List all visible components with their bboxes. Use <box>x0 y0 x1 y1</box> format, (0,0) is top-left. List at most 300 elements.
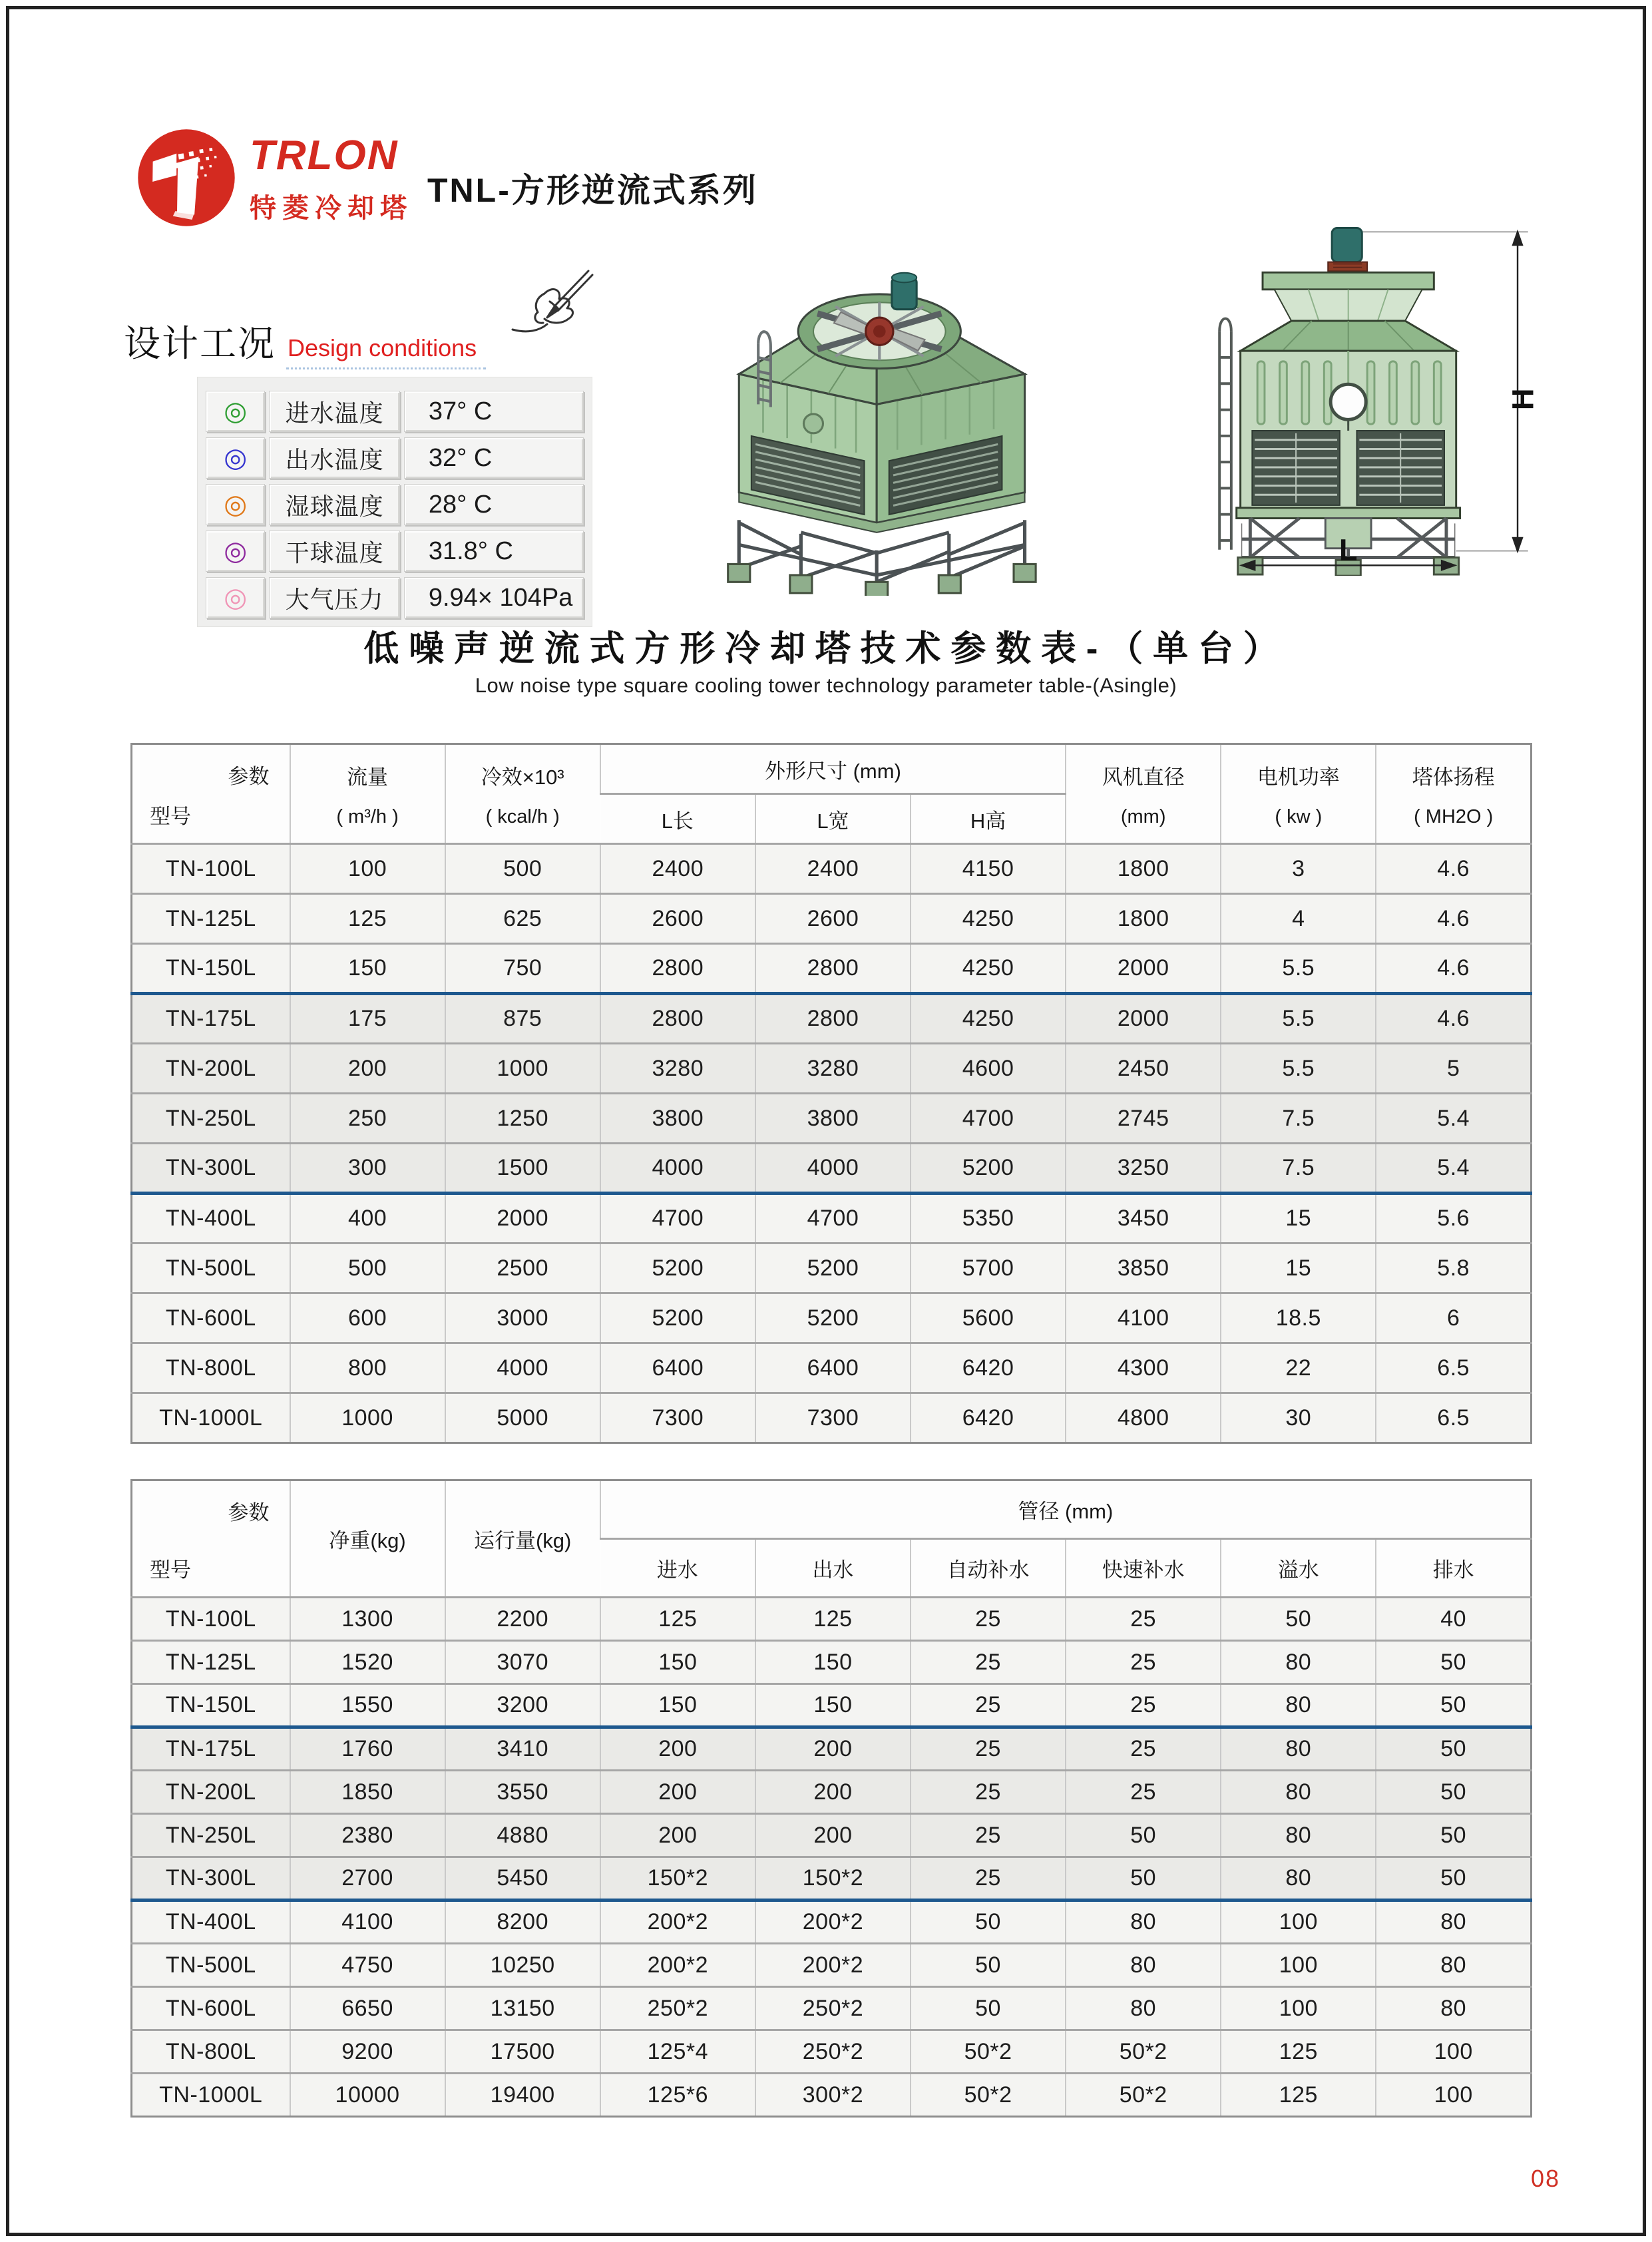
value-cell: 80 <box>1376 1901 1531 1944</box>
value-cell: 3800 <box>755 1094 911 1144</box>
value-cell: 50 <box>1066 1857 1221 1901</box>
value-cell: 50 <box>911 1987 1066 2030</box>
value-cell: 2500 <box>445 1243 600 1293</box>
value-cell: 10000 <box>290 2074 445 2117</box>
value-cell: 5.5 <box>1221 944 1376 994</box>
value-cell: 1520 <box>290 1641 445 1684</box>
corner-label-parameter: 参数 <box>228 765 270 788</box>
model-cell: TN-800L <box>165 2038 256 2064</box>
model-cell: TN-400L <box>165 1909 256 1934</box>
value-cell: 2700 <box>290 1857 445 1901</box>
value-cell: 4600 <box>911 1044 1066 1094</box>
value-cell: 5.5 <box>1221 1044 1376 1094</box>
value-cell: 1800 <box>1066 894 1221 944</box>
value-cell: 4100 <box>290 1901 445 1944</box>
value-cell: 200*2 <box>600 1901 755 1944</box>
model-cell: TN-250L <box>165 1822 256 1848</box>
model-cell: TN-175L <box>165 1736 256 1761</box>
value-cell: 6650 <box>290 1987 445 2030</box>
value-cell: 50 <box>1066 1814 1221 1857</box>
value-cell: 25 <box>1066 1771 1221 1814</box>
value-cell: 300 <box>290 1144 445 1194</box>
value-cell: 50*2 <box>911 2074 1066 2117</box>
value-cell: 3280 <box>755 1044 911 1094</box>
table-row <box>132 2030 1532 2074</box>
value-cell: 5200 <box>600 1243 755 1293</box>
table-row <box>132 1094 1532 1144</box>
value-cell: 10250 <box>445 1944 600 1987</box>
table-row <box>132 1044 1532 1094</box>
value-cell: 4.6 <box>1376 994 1531 1044</box>
header-pipe-diameter: 管径 (mm) <box>600 1480 1532 1539</box>
value-cell: 4.6 <box>1376 944 1531 994</box>
value-cell: 19400 <box>445 2074 600 2117</box>
value-cell: 3000 <box>445 1293 600 1343</box>
condition-icon-box <box>206 484 265 525</box>
value-cell: 100 <box>290 844 445 894</box>
condition-value: 32° C <box>404 437 584 479</box>
value-cell: 80 <box>1221 1857 1376 1901</box>
value-cell: 800 <box>290 1343 445 1393</box>
value-cell: 4250 <box>911 994 1066 1044</box>
value-cell: 5200 <box>755 1243 911 1293</box>
value-cell: 5350 <box>911 1194 1066 1243</box>
condition-icon-box <box>206 531 265 572</box>
design-condition-row <box>206 484 584 525</box>
corner-label-model: 型号 <box>150 805 191 828</box>
value-cell: 50 <box>1376 1857 1531 1901</box>
length-dimension-label: L <box>1339 533 1358 567</box>
cooling-tower-front-illustration <box>1159 210 1549 576</box>
value-cell: 50 <box>1376 1727 1531 1771</box>
value-cell: 175 <box>290 994 445 1044</box>
design-conditions-title-en: Design conditions <box>286 334 486 369</box>
value-cell: 25 <box>911 1727 1066 1771</box>
value-cell: 150 <box>755 1641 911 1684</box>
value-cell: 25 <box>911 1641 1066 1684</box>
value-cell: 4000 <box>445 1343 600 1393</box>
value-cell: 875 <box>445 994 600 1044</box>
header-flow: 流量 ( m³/h ) <box>290 744 445 844</box>
value-cell: 150 <box>600 1684 755 1727</box>
value-cell: 3280 <box>600 1044 755 1094</box>
value-cell: 6400 <box>600 1343 755 1393</box>
table-row <box>132 894 1532 944</box>
writing-hand-icon <box>494 261 600 341</box>
table-title-en: Low noise type square cooling tower technology parameter table-(Asingle) <box>475 674 1177 697</box>
value-cell: 3200 <box>445 1684 600 1727</box>
header-overflow: 溢水 <box>1221 1539 1376 1598</box>
value-cell: 3410 <box>445 1727 600 1771</box>
table-row <box>132 2074 1532 2117</box>
value-cell: 4800 <box>1066 1393 1221 1443</box>
value-cell: 150*2 <box>755 1857 911 1901</box>
value-cell: 150 <box>755 1684 911 1727</box>
value-cell: 2800 <box>755 994 911 1044</box>
value-cell: 2800 <box>600 944 755 994</box>
value-cell: 5.8 <box>1376 1243 1531 1293</box>
brand-name: TRLON <box>250 132 399 178</box>
value-cell: 25 <box>911 1857 1066 1901</box>
model-cell: TN-400L <box>165 1206 256 1231</box>
model-cell: TN-300L <box>165 1155 256 1180</box>
value-cell: 400 <box>290 1194 445 1243</box>
value-cell: 300*2 <box>755 2074 911 2117</box>
condition-label: 出水温度 <box>269 437 399 479</box>
model-cell: TN-500L <box>165 1255 256 1281</box>
value-cell: 80 <box>1376 1944 1531 1987</box>
value-cell: 200*2 <box>600 1944 755 1987</box>
value-cell: 4.6 <box>1376 894 1531 944</box>
value-cell: 250 <box>290 1094 445 1144</box>
value-cell: 7.5 <box>1221 1144 1376 1194</box>
table-row <box>132 1944 1532 1987</box>
design-condition-row <box>206 391 584 432</box>
model-cell: TN-600L <box>165 1305 256 1331</box>
value-cell: 2400 <box>600 844 755 894</box>
value-cell: 125*6 <box>600 2074 755 2117</box>
header-drain: 排水 <box>1376 1539 1531 1598</box>
design-condition-row <box>206 577 584 618</box>
value-cell: 5.5 <box>1221 994 1376 1044</box>
value-cell: 2380 <box>290 1814 445 1857</box>
header-net-weight: 净重(kg) <box>290 1480 445 1598</box>
height-dimension-label: H <box>1506 388 1540 411</box>
value-cell: 50 <box>1376 1684 1531 1727</box>
header-height: H高 <box>911 794 1066 844</box>
tech-parameter-table <box>130 743 1532 1444</box>
header-auto-makeup: 自动补水 <box>911 1539 1066 1598</box>
value-cell: 5000 <box>445 1393 600 1443</box>
value-cell: 250*2 <box>600 1987 755 2030</box>
value-cell: 100 <box>1376 2074 1531 2117</box>
value-cell: 1000 <box>290 1393 445 1443</box>
condition-value: 28° C <box>404 484 584 525</box>
model-cell: TN-1000L <box>159 2082 263 2108</box>
value-cell: 25 <box>1066 1727 1221 1771</box>
header-outlet: 出水 <box>755 1539 911 1598</box>
value-cell: 4700 <box>911 1094 1066 1144</box>
header-tower-head: 塔体扬程 ( MH2O ) <box>1376 744 1531 844</box>
value-cell: 25 <box>1066 1598 1221 1641</box>
table-row <box>132 1901 1532 1944</box>
condition-value: 37° C <box>404 391 584 432</box>
value-cell: 22 <box>1221 1343 1376 1393</box>
bullseye-icon: ◎ <box>224 490 248 519</box>
value-cell: 4000 <box>755 1144 911 1194</box>
value-cell: 150 <box>290 944 445 994</box>
table-row <box>132 1857 1532 1901</box>
model-cell: TN-175L <box>165 1006 256 1031</box>
value-cell: 1300 <box>290 1598 445 1641</box>
value-cell: 80 <box>1221 1814 1376 1857</box>
value-cell: 100 <box>1221 1901 1376 1944</box>
model-cell: TN-250L <box>165 1105 256 1131</box>
brand-logo <box>136 128 413 228</box>
header-length: L长 <box>600 794 755 844</box>
value-cell: 150 <box>600 1641 755 1684</box>
value-cell: 1760 <box>290 1727 445 1771</box>
table-title-zh: 低噪声逆流式方形冷却塔技术参数表-（单台） <box>363 629 1289 668</box>
value-cell: 50*2 <box>1066 2030 1221 2074</box>
design-conditions-title-zh: 设计工况 <box>124 323 276 364</box>
page-title: TNL-方形逆流式系列 <box>427 172 758 209</box>
bullseye-icon: ◎ <box>224 397 248 426</box>
value-cell: 200 <box>755 1727 911 1771</box>
value-cell: 4000 <box>600 1144 755 1194</box>
design-conditions-panel <box>197 377 592 627</box>
value-cell: 150*2 <box>600 1857 755 1901</box>
value-cell: 200 <box>600 1771 755 1814</box>
value-cell: 125 <box>755 1598 911 1641</box>
value-cell: 2000 <box>1066 944 1221 994</box>
model-cell: TN-600L <box>165 1995 256 2021</box>
value-cell: 50 <box>1221 1598 1376 1641</box>
value-cell: 7300 <box>600 1393 755 1443</box>
value-cell: 1250 <box>445 1094 600 1144</box>
table-row <box>132 1393 1532 1443</box>
value-cell: 2400 <box>755 844 911 894</box>
page-number: 08 <box>1530 2165 1560 2192</box>
value-cell: 7300 <box>755 1393 911 1443</box>
value-cell: 100 <box>1221 1987 1376 2030</box>
cooling-tower-3d-illustration <box>669 196 1098 596</box>
value-cell: 80 <box>1221 1684 1376 1727</box>
value-cell: 80 <box>1066 1944 1221 1987</box>
table-row <box>132 1144 1532 1194</box>
value-cell: 50*2 <box>1066 2074 1221 2117</box>
value-cell: 80 <box>1066 1901 1221 1944</box>
value-cell: 5.6 <box>1376 1194 1531 1243</box>
table-row <box>132 1343 1532 1393</box>
design-condition-row <box>206 437 584 479</box>
table-row <box>132 1243 1532 1293</box>
value-cell: 80 <box>1221 1727 1376 1771</box>
value-cell: 25 <box>1066 1641 1221 1684</box>
table-row <box>132 1194 1532 1243</box>
value-cell: 2000 <box>445 1194 600 1243</box>
condition-value: 9.94× 104Pa <box>404 577 584 618</box>
value-cell: 1800 <box>1066 844 1221 894</box>
value-cell: 3800 <box>600 1094 755 1144</box>
value-cell: 1850 <box>290 1771 445 1814</box>
bullseye-icon: ◎ <box>224 537 248 566</box>
value-cell: 125 <box>1221 2074 1376 2117</box>
table-row <box>132 1684 1532 1727</box>
value-cell: 15 <box>1221 1243 1376 1293</box>
value-cell: 7.5 <box>1221 1094 1376 1144</box>
value-cell: 2800 <box>755 944 911 994</box>
value-cell: 3850 <box>1066 1243 1221 1293</box>
value-cell: 4250 <box>911 894 1066 944</box>
value-cell: 25 <box>911 1814 1066 1857</box>
value-cell: 6400 <box>755 1343 911 1393</box>
header-cooling-capacity: 冷效×10³ ( kcal/h ) <box>445 744 600 844</box>
header-fan-diameter: 风机直径 (mm) <box>1066 744 1221 844</box>
value-cell: 200 <box>755 1814 911 1857</box>
model-cell: TN-200L <box>165 1779 256 1805</box>
value-cell: 5700 <box>911 1243 1066 1293</box>
value-cell: 5600 <box>911 1293 1066 1343</box>
corner-header <box>132 744 290 844</box>
model-cell: TN-150L <box>165 955 256 981</box>
header-motor-power: 电机功率 ( kw ) <box>1221 744 1376 844</box>
value-cell: 4 <box>1221 894 1376 944</box>
value-cell: 6420 <box>911 1393 1066 1443</box>
table-row <box>132 1814 1532 1857</box>
value-cell: 6 <box>1376 1293 1531 1343</box>
value-cell: 6.5 <box>1376 1343 1531 1393</box>
value-cell: 2800 <box>600 994 755 1044</box>
table-row <box>132 844 1532 894</box>
value-cell: 5450 <box>445 1857 600 1901</box>
value-cell: 9200 <box>290 2030 445 2074</box>
value-cell: 4100 <box>1066 1293 1221 1343</box>
value-cell: 200 <box>290 1044 445 1094</box>
value-cell: 5200 <box>600 1293 755 1343</box>
condition-icon-box <box>206 437 265 479</box>
value-cell: 2745 <box>1066 1094 1221 1144</box>
value-cell: 200*2 <box>755 1901 911 1944</box>
table-row <box>132 994 1532 1044</box>
brand-text <box>250 128 413 225</box>
value-cell: 3450 <box>1066 1194 1221 1243</box>
model-cell: TN-500L <box>165 1952 256 1978</box>
value-cell: 5200 <box>911 1144 1066 1194</box>
value-cell: 50 <box>911 1901 1066 1944</box>
value-cell: 25 <box>911 1771 1066 1814</box>
value-cell: 1000 <box>445 1044 600 1094</box>
condition-label: 干球温度 <box>269 531 399 572</box>
value-cell: 80 <box>1221 1771 1376 1814</box>
condition-icon-box <box>206 391 265 432</box>
value-cell: 5.4 <box>1376 1144 1531 1194</box>
design-conditions-heading <box>124 314 486 369</box>
weight-pipe-table <box>130 1479 1532 2118</box>
value-cell: 4300 <box>1066 1343 1221 1393</box>
value-cell: 500 <box>290 1243 445 1293</box>
header-running-weight: 运行量(kg) <box>445 1480 600 1598</box>
model-cell: TN-100L <box>165 855 256 881</box>
value-cell: 3070 <box>445 1641 600 1684</box>
condition-value: 31.8° C <box>404 531 584 572</box>
brand-tagline: 特菱冷却塔 <box>250 194 413 223</box>
value-cell: 2000 <box>1066 994 1221 1044</box>
value-cell: 80 <box>1376 1987 1531 2030</box>
value-cell: 100 <box>1221 1944 1376 1987</box>
table-row <box>132 944 1532 994</box>
value-cell: 4250 <box>911 944 1066 994</box>
condition-label: 湿球温度 <box>269 484 399 525</box>
value-cell: 6.5 <box>1376 1393 1531 1443</box>
model-cell: TN-200L <box>165 1055 256 1081</box>
value-cell: 200 <box>600 1814 755 1857</box>
header-inlet: 进水 <box>600 1539 755 1598</box>
design-condition-row <box>206 531 584 572</box>
value-cell: 500 <box>445 844 600 894</box>
value-cell: 3550 <box>445 1771 600 1814</box>
corner-label-parameter: 参数 <box>228 1501 270 1524</box>
value-cell: 125*4 <box>600 2030 755 2074</box>
value-cell: 100 <box>1376 2030 1531 2074</box>
value-cell: 125 <box>290 894 445 944</box>
value-cell: 4880 <box>445 1814 600 1857</box>
bullseye-icon: ◎ <box>224 443 248 473</box>
value-cell: 3250 <box>1066 1144 1221 1194</box>
table-row <box>132 1771 1532 1814</box>
value-cell: 200 <box>755 1771 911 1814</box>
value-cell: 5200 <box>755 1293 911 1343</box>
condition-label: 进水温度 <box>269 391 399 432</box>
value-cell: 13150 <box>445 1987 600 2030</box>
model-cell: TN-1000L <box>159 1405 263 1431</box>
value-cell: 600 <box>290 1293 445 1343</box>
model-cell: TN-125L <box>165 1649 256 1675</box>
value-cell: 50 <box>1376 1641 1531 1684</box>
table-row <box>132 1987 1532 2030</box>
value-cell: 125 <box>600 1598 755 1641</box>
model-cell: TN-150L <box>165 1692 256 1717</box>
value-cell: 125 <box>1221 2030 1376 2074</box>
condition-icon-box <box>206 577 265 618</box>
trlon-logo-icon <box>136 128 236 228</box>
value-cell: 5 <box>1376 1044 1531 1094</box>
value-cell: 50 <box>911 1944 1066 1987</box>
model-cell: TN-100L <box>165 1606 256 1632</box>
corner-label-model: 型号 <box>150 1558 191 1582</box>
value-cell: 25 <box>911 1684 1066 1727</box>
header-width: L宽 <box>755 794 911 844</box>
bullseye-icon: ◎ <box>224 583 248 612</box>
condition-label: 大气压力 <box>269 577 399 618</box>
value-cell: 15 <box>1221 1194 1376 1243</box>
value-cell: 4700 <box>755 1194 911 1243</box>
value-cell: 625 <box>445 894 600 944</box>
table-row <box>132 1727 1532 1771</box>
value-cell: 50 <box>1376 1771 1531 1814</box>
value-cell: 4750 <box>290 1944 445 1987</box>
value-cell: 80 <box>1221 1641 1376 1684</box>
value-cell: 750 <box>445 944 600 994</box>
value-cell: 2600 <box>600 894 755 944</box>
table-row <box>132 1598 1532 1641</box>
value-cell: 50 <box>1376 1814 1531 1857</box>
value-cell: 30 <box>1221 1393 1376 1443</box>
value-cell: 250*2 <box>755 2030 911 2074</box>
model-cell: TN-125L <box>165 905 256 931</box>
value-cell: 25 <box>1066 1684 1221 1727</box>
value-cell: 6420 <box>911 1343 1066 1393</box>
value-cell: 3 <box>1221 844 1376 894</box>
value-cell: 250*2 <box>755 1987 911 2030</box>
value-cell: 4.6 <box>1376 844 1531 894</box>
model-cell: TN-800L <box>165 1355 256 1381</box>
value-cell: 18.5 <box>1221 1293 1376 1343</box>
value-cell: 4700 <box>600 1194 755 1243</box>
value-cell: 40 <box>1376 1598 1531 1641</box>
value-cell: 4150 <box>911 844 1066 894</box>
header-quick-makeup: 快速补水 <box>1066 1539 1221 1598</box>
table-row <box>132 1293 1532 1343</box>
value-cell: 1500 <box>445 1144 600 1194</box>
value-cell: 1550 <box>290 1684 445 1727</box>
corner-header <box>132 1480 290 1598</box>
value-cell: 50*2 <box>911 2030 1066 2074</box>
table-row <box>132 1641 1532 1684</box>
value-cell: 200*2 <box>755 1944 911 1987</box>
value-cell: 25 <box>911 1598 1066 1641</box>
value-cell: 2450 <box>1066 1044 1221 1094</box>
